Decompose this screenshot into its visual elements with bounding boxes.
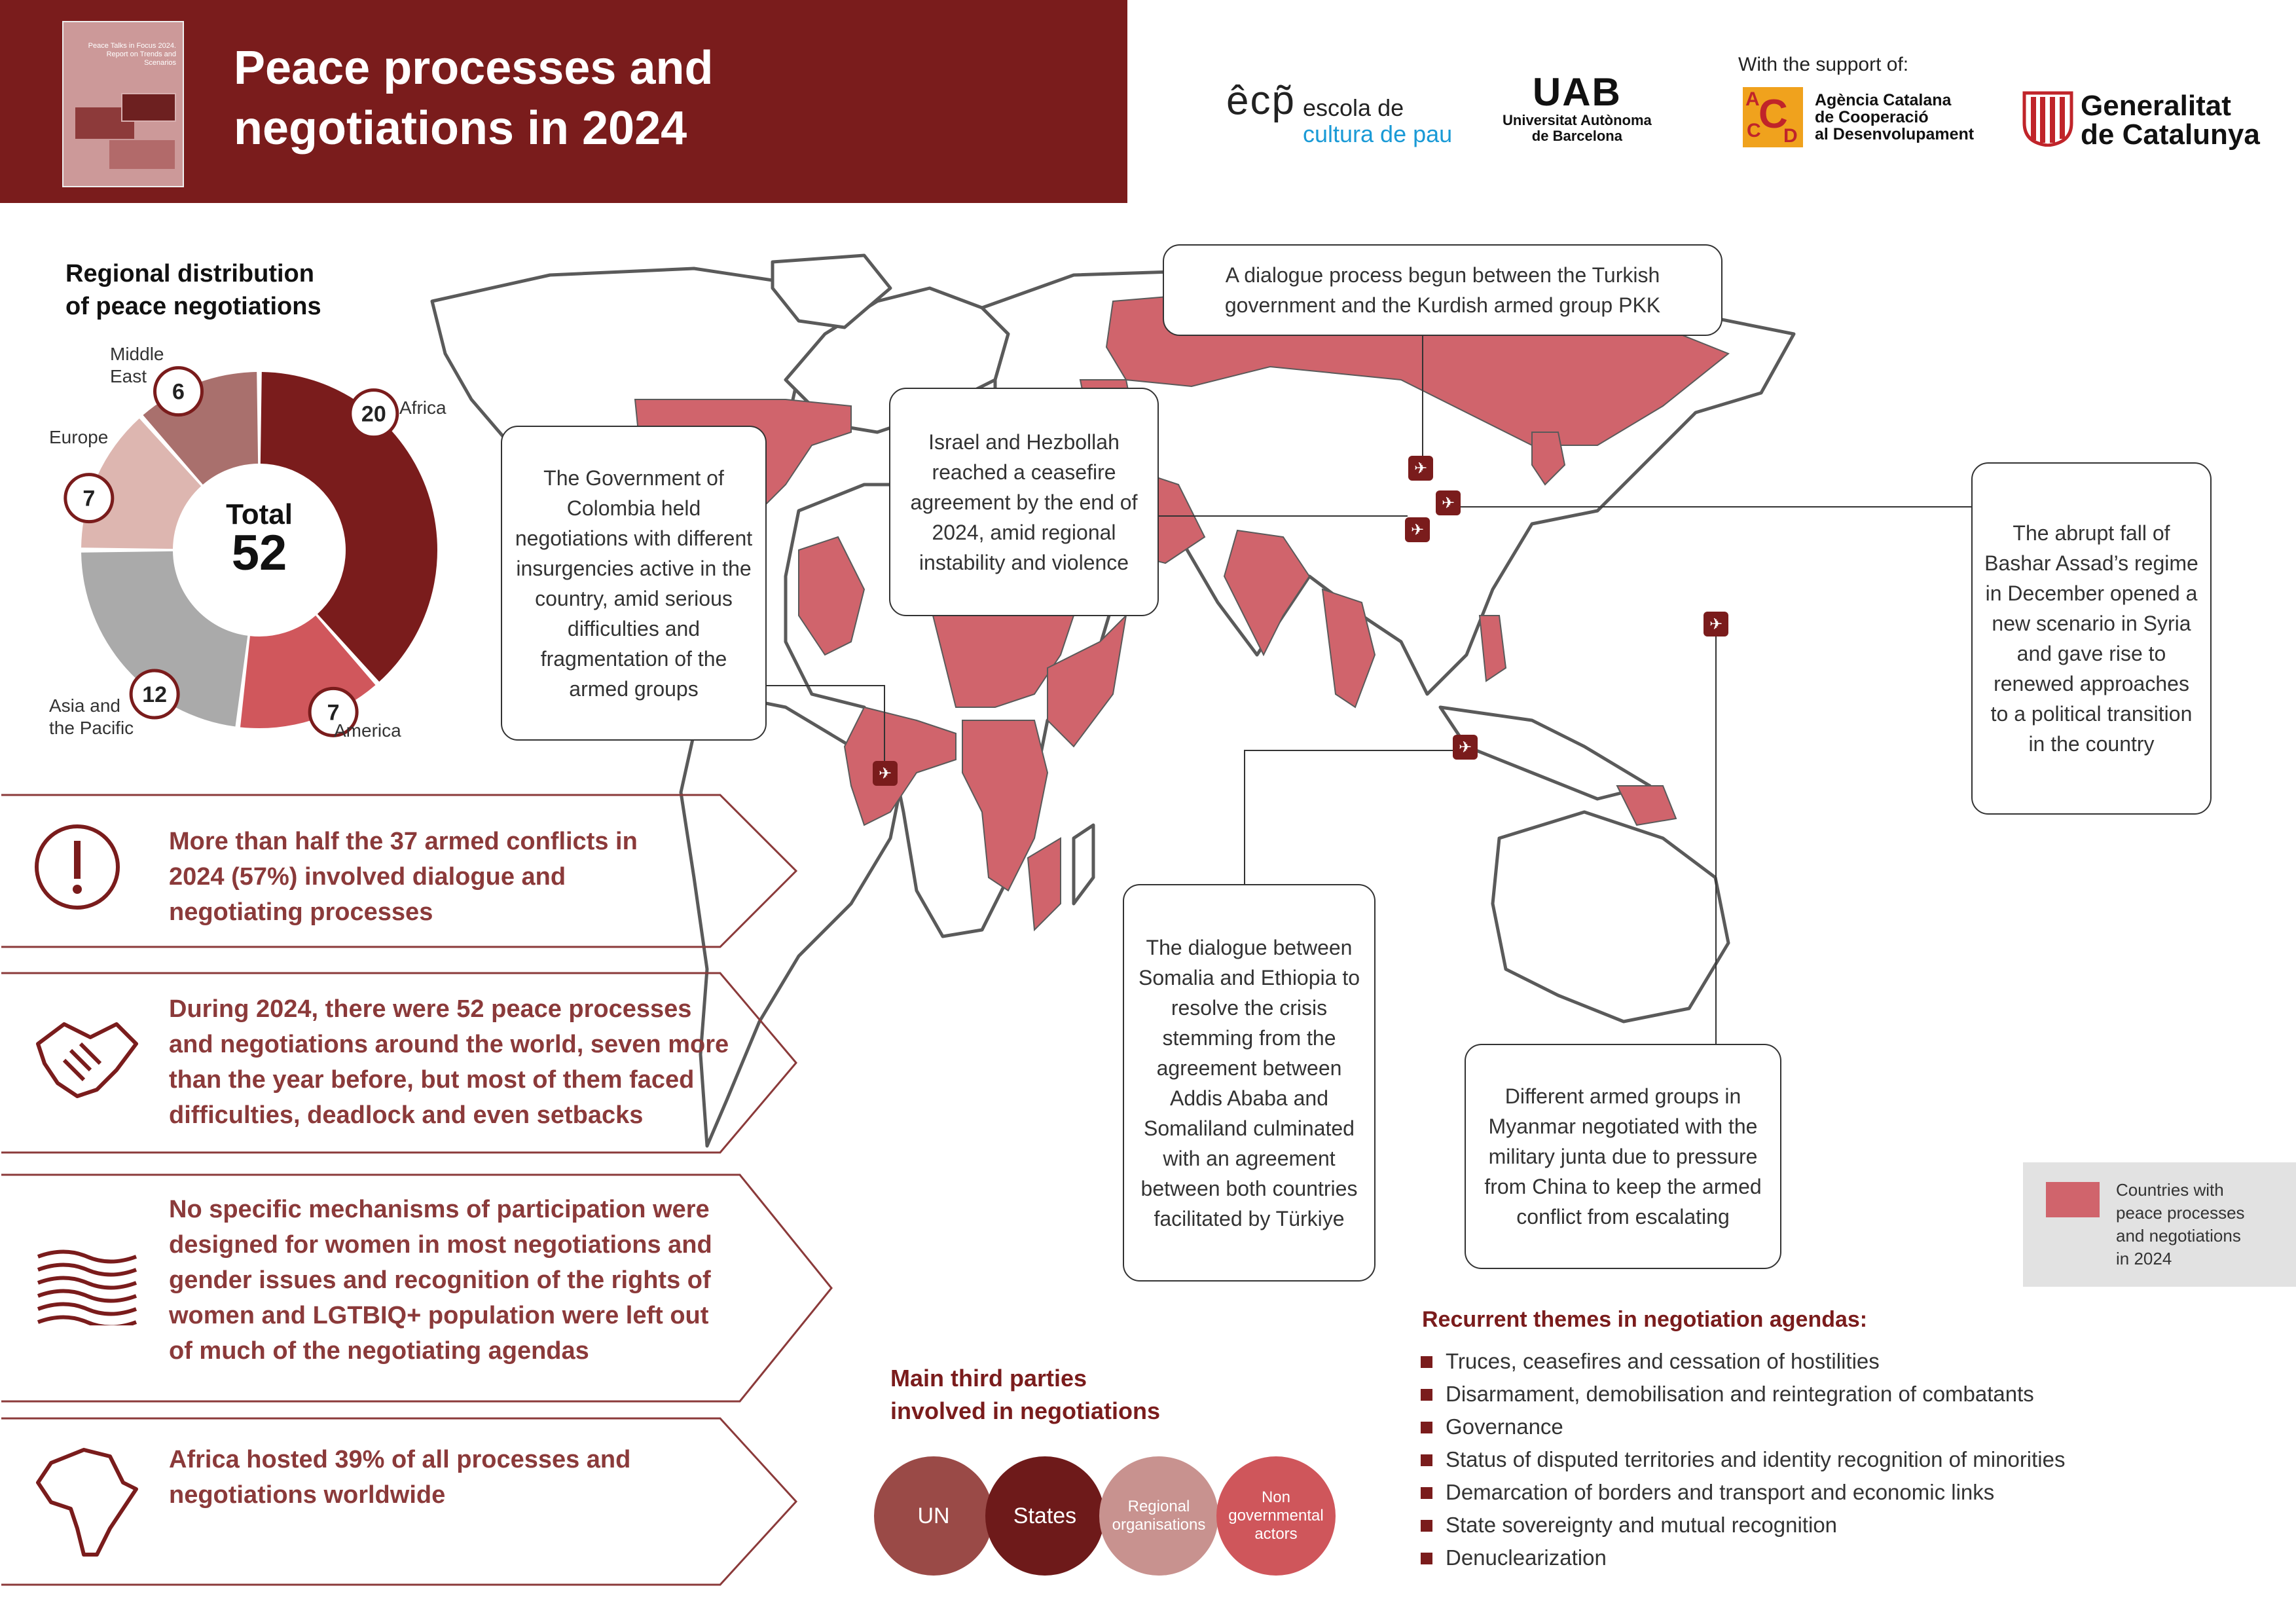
callout-somalia-ethiopia: The dialogue between Somalia and Ethiopia to resolve the crisis stemming from the agreement between Addis Ababa and Somaliland culminated with an agreement between both countries facilitated by Türkiye (1123, 884, 1376, 1282)
theme-text: Disarmament, demobilisation and reintegration of combatants (1446, 1382, 2034, 1406)
generalitat-logo-line: de Catalunya (2081, 119, 2260, 151)
page-title-line: negotiations in 2024 (234, 102, 687, 155)
accd-logo-text (1815, 92, 1974, 143)
theme-bullet (1421, 1454, 1432, 1466)
fact-text-line: than the year before, but most of them faced (169, 1066, 695, 1094)
themes-list (1421, 1345, 2066, 1574)
legend-text-line: peace processes (2116, 1203, 2245, 1223)
donut-value-label: 7 (327, 700, 340, 726)
third-party-label: governmental (1228, 1507, 1324, 1524)
third-parties-title-line: involved in negotiations (890, 1397, 1161, 1424)
uab-logo-mark: UAB (1532, 70, 1622, 114)
theme-bullet (1421, 1389, 1432, 1401)
theme-item (1421, 1378, 2066, 1411)
generalitat-logo-text (2081, 92, 2260, 149)
region-label-asia (49, 695, 134, 739)
theme-text: Demarcation of borders and transport and economic links (1446, 1480, 1995, 1504)
ecp-logo-text (1303, 95, 1452, 147)
fact-text-line: 2024 (57%) involved dialogue and (169, 863, 566, 891)
uab-logo-line: de Barcelona (1531, 128, 1622, 144)
fact-text-line: gender issues and recognition of the rights of (169, 1266, 711, 1294)
dove-icon[interactable]: ✈ (1453, 735, 1478, 760)
flag-icon (31, 1247, 143, 1325)
fact-52-processes (0, 972, 799, 1154)
fact-text-line: designed for women in most negotiations and (169, 1231, 712, 1259)
third-party-label: UN (917, 1503, 950, 1528)
connector-line (1422, 336, 1423, 468)
accd-letter: A (1745, 88, 1760, 110)
region-label-america: America (334, 720, 401, 741)
ecp-logo-line: escola de (1303, 94, 1404, 121)
cover-speech-bubble (121, 93, 176, 122)
connector-line (1460, 506, 1971, 507)
fact-text-line: of much of the negotiating agendas (169, 1337, 589, 1365)
theme-text: Truces, ceasefires and cessation of hostilities (1446, 1349, 1880, 1373)
theme-item (1421, 1476, 2066, 1509)
third-party-label: States (1013, 1503, 1077, 1528)
accd-letter: C (1758, 92, 1788, 137)
third-party-label: organisations (1112, 1516, 1206, 1534)
uab-logo (1503, 72, 1652, 144)
region-label-line: the Pacific (49, 718, 134, 738)
connector-line (884, 685, 885, 762)
fact-armed-conflicts (0, 794, 799, 948)
donut-total-label: Total (226, 498, 293, 530)
region-label-africa: Africa (399, 397, 446, 418)
highlight-mozambique (1028, 838, 1061, 930)
callout-syria: The abrupt fall of Bashar Assad’s regime in December opened a new scenario in Syria and gave rise to renewed approaches to a political transition in the country (1971, 462, 2212, 815)
fact-text-line: women and LGTBIQ+ population were left out (169, 1302, 709, 1329)
dove-icon[interactable]: ✈ (873, 761, 898, 786)
legend-text-line: in 2024 (2116, 1249, 2172, 1268)
theme-text: Denuclearization (1446, 1545, 1607, 1570)
theme-bullet (1421, 1356, 1432, 1368)
region-label-line: East (110, 366, 147, 386)
callout-israel-hezbollah: Israel and Hezbollah reached a ceasefire agreement by the end of 2024, amid regional instability and violence (889, 388, 1159, 616)
landmass-madagascar (1074, 825, 1093, 904)
donut-chart-title (65, 257, 321, 323)
third-party-label: Regional (1127, 1498, 1190, 1515)
legend-text-line: Countries with (2116, 1180, 2224, 1200)
theme-item (1421, 1345, 2066, 1378)
connector-line (1244, 750, 1460, 751)
donut-value-label: 7 (82, 486, 96, 511)
fact-text-line: negotiating processes (169, 898, 433, 926)
third-party-ngo (1216, 1456, 1336, 1576)
ecp-logo-line: cultura de pau (1303, 120, 1453, 147)
fact-text-line: and negotiations around the world, seven more (169, 1031, 729, 1058)
fact-text-line: difficulties, deadlock and even setbacks (169, 1101, 644, 1129)
donut-value-label: 20 (361, 401, 386, 427)
legend-text (2116, 1179, 2245, 1270)
accd-logo-line: al Desenvolupament (1815, 125, 1975, 143)
theme-item (1421, 1541, 2066, 1574)
dove-icon[interactable]: ✈ (1704, 612, 1728, 637)
regional-donut-chart (52, 354, 458, 747)
generalitat-shield-icon (2022, 90, 2074, 147)
uab-logo-line: Universitat Autònoma (1503, 112, 1652, 128)
fact-text-line: More than half the 37 armed conflicts in (169, 828, 638, 855)
cover-title: Peace Talks in Focus 2024. Report on Trends and Scenarios (88, 42, 176, 67)
callout-turkey-pkk: A dialogue process begun between the Turkish government and the Kurdish armed group PKK (1163, 244, 1722, 336)
donut-chart-title-line: of peace negotiations (65, 293, 321, 320)
landmass-australia (1493, 812, 1728, 1022)
region-label-europe: Europe (49, 427, 109, 447)
support-label: With the support of: (1738, 54, 1909, 75)
fact-text-line: During 2024, there were 52 peace processes (169, 995, 692, 1023)
highlight-papua (1617, 786, 1676, 825)
dove-icon[interactable]: ✈ (1408, 456, 1433, 481)
fact-women-participation (0, 1173, 835, 1403)
handshake-icon (31, 1011, 143, 1109)
accd-logo-mark (1743, 87, 1803, 147)
connector-line (1244, 750, 1245, 884)
third-parties-title-line: Main third parties (890, 1365, 1087, 1392)
region-label-line: Asia and (49, 695, 120, 716)
themes-title: Recurrent themes in negotiation agendas: (1422, 1307, 1868, 1332)
third-party-states (985, 1456, 1104, 1576)
callout-colombia: The Government of Colombia held negotiations with different insurgencies active in the country, amid serious difficulties and fragmentation of the armed groups (501, 426, 767, 741)
connector-line (1159, 515, 1408, 517)
region-label-line: Middle (110, 344, 164, 364)
fact-text-line: Africa hosted 39% of all processes and (169, 1446, 631, 1473)
accd-letter: D (1783, 125, 1798, 147)
connector-line (1715, 625, 1717, 1044)
theme-bullet (1421, 1422, 1432, 1433)
theme-item (1421, 1443, 2066, 1476)
theme-item (1421, 1411, 2066, 1443)
legend-text-line: and negotiations (2116, 1226, 2241, 1246)
accd-logo-line: Agència Catalana (1815, 91, 1952, 109)
theme-text: Status of disputed territories and identity recognition of minorities (1446, 1447, 2066, 1471)
third-party-un (874, 1456, 993, 1576)
report-cover-thumbnail[interactable] (62, 21, 184, 187)
africa-icon (31, 1443, 143, 1561)
connector-line (767, 685, 884, 686)
callout-myanmar: Different armed groups in Myanmar negotiated with the military junta due to pressure from China to keep the armed conflict from escalating (1465, 1044, 1781, 1269)
fact-africa-share (0, 1417, 799, 1586)
highlight-philippines (1480, 616, 1506, 681)
dove-icon[interactable]: ✈ (1436, 490, 1461, 515)
fact-text-line: No specific mechanisms of participation were (169, 1196, 710, 1223)
third-party-label: Non (1261, 1488, 1290, 1506)
generalitat-logo-line: Generalitat (2081, 90, 2231, 122)
third-party-regional (1099, 1456, 1218, 1576)
exclamation-icon (31, 821, 123, 913)
legend-swatch (2046, 1182, 2100, 1217)
fact-text-line: negotiations worldwide (169, 1481, 446, 1509)
region-label-middle-east (110, 343, 164, 388)
page-title (234, 38, 713, 158)
theme-item (1421, 1509, 2066, 1541)
ecp-logo-mark: êcp̃ (1226, 78, 1296, 123)
page-title-line: Peace processes and (234, 42, 714, 94)
theme-bullet (1421, 1553, 1432, 1564)
theme-text: State sovereignty and mutual recognition (1446, 1513, 1838, 1537)
third-party-label: actors (1254, 1525, 1298, 1543)
theme-text: Governance (1446, 1414, 1563, 1439)
cover-speech-bubble (109, 140, 175, 169)
dove-icon[interactable]: ✈ (1405, 517, 1430, 542)
donut-chart-title-line: Regional distribution (65, 260, 314, 287)
donut-total-value: 52 (231, 525, 287, 581)
theme-bullet (1421, 1487, 1432, 1499)
donut-value-label: 6 (172, 379, 185, 405)
donut-value-label: 12 (142, 682, 168, 708)
accd-letter: C (1747, 120, 1761, 141)
theme-bullet (1421, 1520, 1432, 1532)
third-parties-title (890, 1362, 1160, 1428)
accd-logo-line: de Cooperació (1815, 108, 1929, 126)
